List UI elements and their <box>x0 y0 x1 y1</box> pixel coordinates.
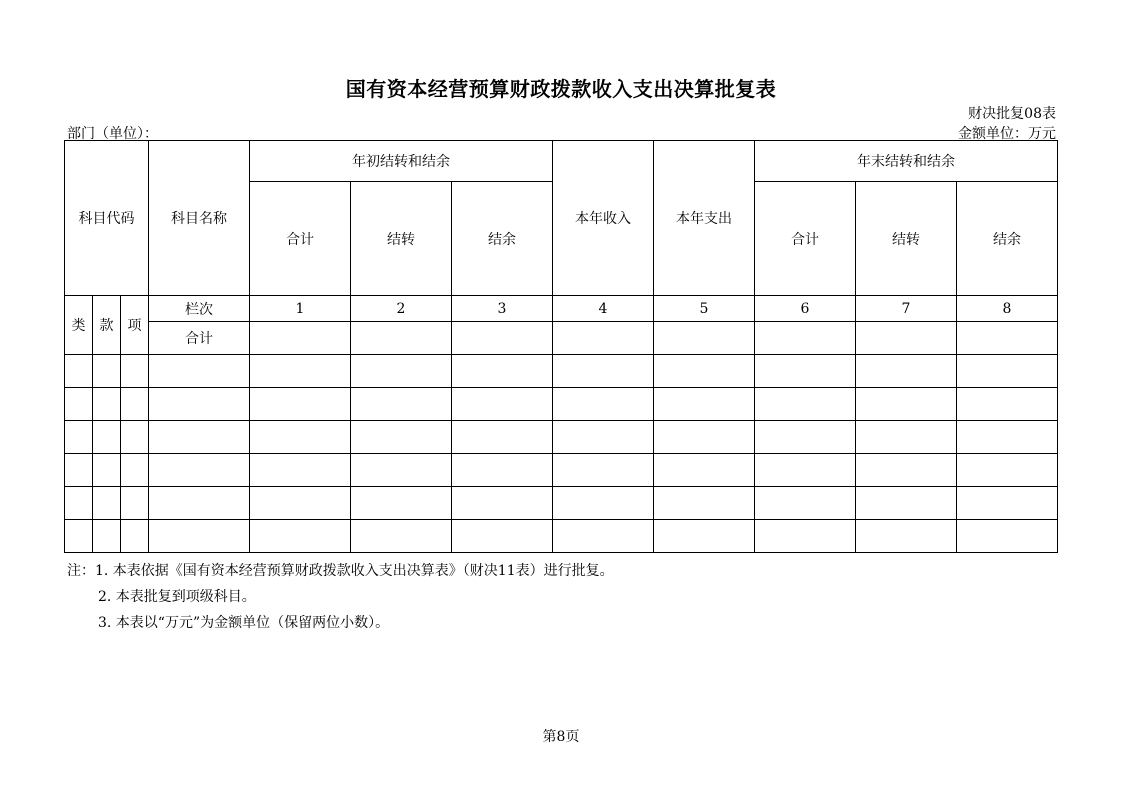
table-cell[interactable] <box>121 388 149 421</box>
page-number: 第8页 <box>542 729 580 745</box>
table-cell[interactable] <box>149 421 250 454</box>
table-cell[interactable] <box>654 487 755 520</box>
table-cell[interactable] <box>452 520 553 553</box>
column-number: 1 <box>250 296 351 322</box>
table-cell[interactable] <box>856 388 957 421</box>
table-cell[interactable] <box>93 454 121 487</box>
table-cell[interactable] <box>553 487 654 520</box>
table-cell[interactable] <box>654 454 755 487</box>
column-number: 4 <box>553 296 654 322</box>
table-cell[interactable] <box>856 322 957 355</box>
table-cell[interactable] <box>654 388 755 421</box>
header-current-income: 本年收入 <box>553 141 654 296</box>
table-cell[interactable] <box>755 421 856 454</box>
table-cell[interactable] <box>957 520 1058 553</box>
table-row <box>65 388 1058 421</box>
table-cell[interactable] <box>856 421 957 454</box>
table-row <box>65 454 1058 487</box>
table-cell[interactable] <box>121 520 149 553</box>
table-cell[interactable] <box>957 421 1058 454</box>
table-cell[interactable] <box>149 388 250 421</box>
table-cell[interactable] <box>250 388 351 421</box>
table-cell[interactable] <box>250 487 351 520</box>
table-cell[interactable] <box>351 520 452 553</box>
column-number: 2 <box>351 296 452 322</box>
table-cell[interactable] <box>452 388 553 421</box>
table-cell[interactable] <box>553 421 654 454</box>
department-label: 部门（单位）： <box>67 126 158 142</box>
form-number: 财决批复08表 <box>968 106 1056 122</box>
column-number: 6 <box>755 296 856 322</box>
table-cell[interactable] <box>250 322 351 355</box>
table-cell[interactable] <box>65 454 93 487</box>
table-cell[interactable] <box>755 355 856 388</box>
table-cell[interactable] <box>121 487 149 520</box>
table-cell[interactable] <box>93 520 121 553</box>
note-2: 2. 本表批复到项级科目。 <box>98 589 256 605</box>
table-cell[interactable] <box>93 388 121 421</box>
table-cell[interactable] <box>856 487 957 520</box>
table-cell[interactable] <box>351 421 452 454</box>
table-cell[interactable] <box>65 388 93 421</box>
table-cell[interactable] <box>93 487 121 520</box>
table-cell[interactable] <box>654 322 755 355</box>
table-row <box>65 355 1058 388</box>
table-cell[interactable] <box>351 355 452 388</box>
table-cell[interactable] <box>452 487 553 520</box>
total-label: 合计 <box>149 322 250 355</box>
table-row <box>65 487 1058 520</box>
table-cell[interactable] <box>755 388 856 421</box>
table-cell[interactable] <box>654 520 755 553</box>
table-cell[interactable] <box>149 487 250 520</box>
table-cell[interactable] <box>121 454 149 487</box>
table-cell[interactable] <box>65 421 93 454</box>
header-begin-balance: 年初结转和结余 <box>250 141 553 182</box>
amount-unit-label: 金额单位：万元 <box>958 126 1056 142</box>
table-cell[interactable] <box>654 355 755 388</box>
header-end-total: 合计 <box>755 182 856 296</box>
notes <box>67 558 614 636</box>
table-cell[interactable] <box>553 322 654 355</box>
column-number-label: 栏次 <box>149 296 250 322</box>
header-subject-code: 科目代码 <box>65 141 149 296</box>
header-end-surplus: 结余 <box>957 182 1058 296</box>
table-cell[interactable] <box>452 421 553 454</box>
note-1: 注：1. 本表依据《国有资本经营预算财政拨款收入支出决算表》（财决11表）进行批复。 <box>67 563 614 579</box>
page-title: 国有资本经营预算财政拨款收入支出决算批复表 <box>345 77 777 101</box>
table-cell[interactable] <box>93 355 121 388</box>
table-cell[interactable] <box>351 322 452 355</box>
column-number: 8 <box>957 296 1058 322</box>
table-cell[interactable] <box>553 454 654 487</box>
table-cell[interactable] <box>250 355 351 388</box>
table-cell[interactable] <box>65 487 93 520</box>
table-cell[interactable] <box>121 355 149 388</box>
table-cell[interactable] <box>250 454 351 487</box>
table-cell[interactable] <box>65 355 93 388</box>
table-cell[interactable] <box>149 454 250 487</box>
table-cell[interactable] <box>654 421 755 454</box>
header-xiang: 项 <box>121 296 149 355</box>
table-row <box>65 421 1058 454</box>
table-cell[interactable] <box>351 388 452 421</box>
header-end-carry: 结转 <box>856 182 957 296</box>
table-cell[interactable] <box>452 322 553 355</box>
table-cell[interactable] <box>250 520 351 553</box>
table-cell[interactable] <box>553 355 654 388</box>
table-cell[interactable] <box>553 388 654 421</box>
table-cell[interactable] <box>452 454 553 487</box>
header-begin-carry: 结转 <box>351 182 452 296</box>
approval-table <box>64 140 1058 553</box>
table-cell[interactable] <box>553 520 654 553</box>
table-cell[interactable] <box>957 322 1058 355</box>
table-cell[interactable] <box>65 520 93 553</box>
table-cell[interactable] <box>755 322 856 355</box>
table-cell[interactable] <box>957 487 1058 520</box>
table-cell[interactable] <box>149 355 250 388</box>
table-cell[interactable] <box>957 454 1058 487</box>
header-lei: 类 <box>65 296 93 355</box>
table-cell[interactable] <box>755 520 856 553</box>
column-number: 7 <box>856 296 957 322</box>
table-cell[interactable] <box>149 520 250 553</box>
header-kuan: 款 <box>93 296 121 355</box>
table-cell[interactable] <box>93 421 121 454</box>
table-cell[interactable] <box>856 355 957 388</box>
table-cell[interactable] <box>957 388 1058 421</box>
total-row <box>65 322 1058 355</box>
header-end-balance: 年末结转和结余 <box>755 141 1058 182</box>
header-begin-total: 合计 <box>250 182 351 296</box>
column-number: 5 <box>654 296 755 322</box>
column-number: 3 <box>452 296 553 322</box>
table-cell[interactable] <box>452 355 553 388</box>
header-current-expense: 本年支出 <box>654 141 755 296</box>
table-cell[interactable] <box>957 355 1058 388</box>
table-cell[interactable] <box>755 487 856 520</box>
table-cell[interactable] <box>250 421 351 454</box>
note-3: 3. 本表以“万元”为金额单位（保留两位小数）。 <box>98 615 390 631</box>
header-subject-name: 科目名称 <box>149 141 250 296</box>
table-cell[interactable] <box>351 454 452 487</box>
table-cell[interactable] <box>856 454 957 487</box>
table-row <box>65 520 1058 553</box>
header-begin-surplus: 结余 <box>452 182 553 296</box>
table-cell[interactable] <box>121 421 149 454</box>
table-cell[interactable] <box>755 454 856 487</box>
table-cell[interactable] <box>351 487 452 520</box>
table-cell[interactable] <box>856 520 957 553</box>
